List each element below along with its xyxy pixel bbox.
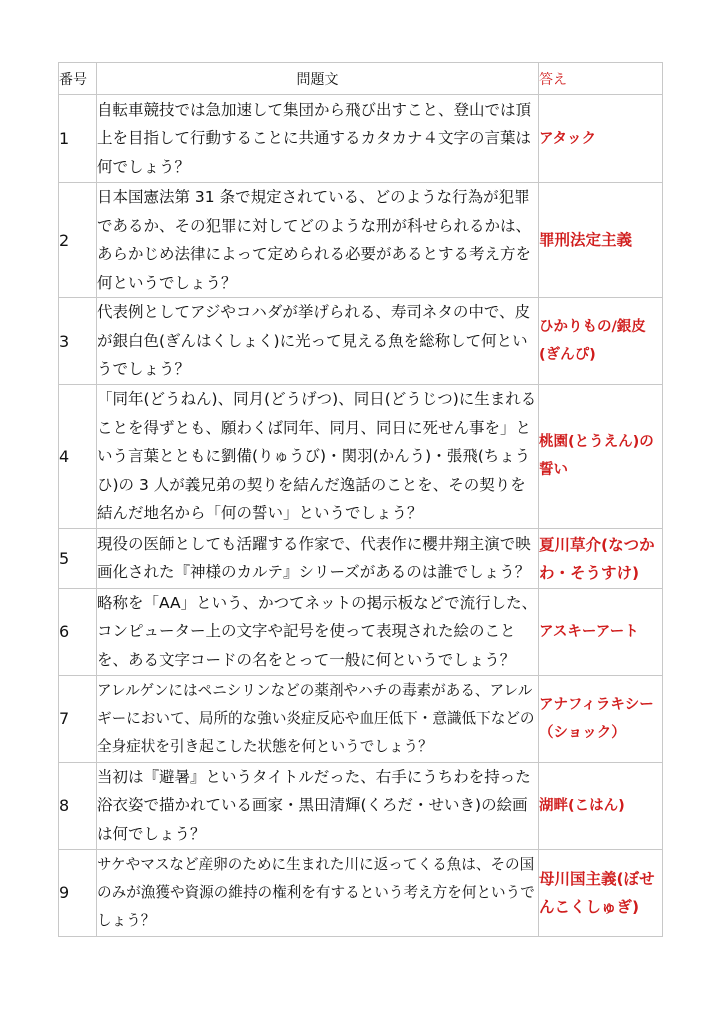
- header-row: [59, 63, 663, 95]
- table-row: [59, 762, 663, 849]
- row-question: 当初は『避暑』というタイトルだった、右手にうちわを持った浴衣姿で描かれている画家・黒田清輝(くろだ・せいき)の絵画は何でしょう？: [97, 762, 539, 849]
- table-row: [59, 385, 663, 529]
- table-row: [59, 588, 663, 675]
- row-question: 代表例としてアジやコハダが挙げられる、寿司ネタの中で、皮が銀白色(ぎんはくしょく)に光って見える魚を総称して何というでしょう？: [97, 298, 539, 385]
- row-number: 6: [59, 588, 97, 675]
- row-number: 3: [59, 298, 97, 385]
- row-number: 4: [59, 385, 97, 529]
- row-answer: 夏川草介(なつかわ・そうすけ): [539, 528, 663, 588]
- table-row: [59, 95, 663, 183]
- quiz-sheet: [58, 62, 662, 937]
- table-row: [59, 849, 663, 936]
- row-question: アレルゲンにはペニシリンなどの薬剤やハチの毒素がある、アレルギーにおいて、局所的な強い炎症反応や血圧低下・意識低下などの全身症状を引き起こした状態を何というでしょう？: [97, 675, 539, 762]
- row-answer: アタック: [539, 95, 663, 183]
- row-question: 自転車競技では急加速して集団から飛び出すこと、登山では頂上を目指して行動することに共通するカタカナ４文字の言葉は何でしょう？: [97, 95, 539, 183]
- table-row: [59, 298, 663, 385]
- row-number: 2: [59, 183, 97, 298]
- row-question: サケやマスなど産卵のために生まれた川に返ってくる魚は、その国のみが漁獲や資源の維持の権利を有するという考え方を何というでしょう？: [97, 849, 539, 936]
- row-number: 5: [59, 528, 97, 588]
- row-answer: ひかりもの/銀皮(ぎんぴ): [539, 298, 663, 385]
- row-answer: アナフィラキシー（ショック）: [539, 675, 663, 762]
- row-answer: 母川国主義(ぼせんこくしゅぎ): [539, 849, 663, 936]
- table-row: [59, 528, 663, 588]
- header-question: 問題文: [97, 63, 539, 95]
- row-answer: 湖畔(こはん): [539, 762, 663, 849]
- table-row: [59, 675, 663, 762]
- row-question: 略称を「AA」という、かつてネットの掲示板などで流行した、コンピューター上の文字や記号を使って表現された絵のことを、ある文字コードの名をとって一般に何というでしょう？: [97, 588, 539, 675]
- quiz-table: [58, 62, 663, 937]
- row-answer: 桃園(とうえん)の誓い: [539, 385, 663, 529]
- row-number: 8: [59, 762, 97, 849]
- header-number: 番号: [59, 63, 97, 95]
- row-answer: アスキーアート: [539, 588, 663, 675]
- row-answer: 罪刑法定主義: [539, 183, 663, 298]
- header-answer: 答え: [539, 63, 663, 95]
- row-question: 日本国憲法第 31 条で規定されている、どのような行為が犯罪であるか、その犯罪に対してどのような刑が科せられるかは、あらかじめ法律によって定められる必要があるとする考え方を何というでしょう？: [97, 183, 539, 298]
- row-number: 9: [59, 849, 97, 936]
- table-row: [59, 183, 663, 298]
- row-number: 7: [59, 675, 97, 762]
- row-question: 現役の医師としても活躍する作家で、代表作に櫻井翔主演で映画化された『神様のカルテ』シリーズがあるのは誰でしょう？: [97, 528, 539, 588]
- row-question: 「同年(どうねん)、同月(どうげつ)、同日(どうじつ)に生まれることを得ずとも、願わくば同年、同月、同日に死せん事を」という言葉とともに劉備(りゅうび)・関羽(かんう)・張飛(ちょうひ)の 3 人が義兄弟の契りを結んだ逸話のことを、その契りを結んだ地名から「何の誓い」というでしょう？: [97, 385, 539, 529]
- row-number: 1: [59, 95, 97, 183]
